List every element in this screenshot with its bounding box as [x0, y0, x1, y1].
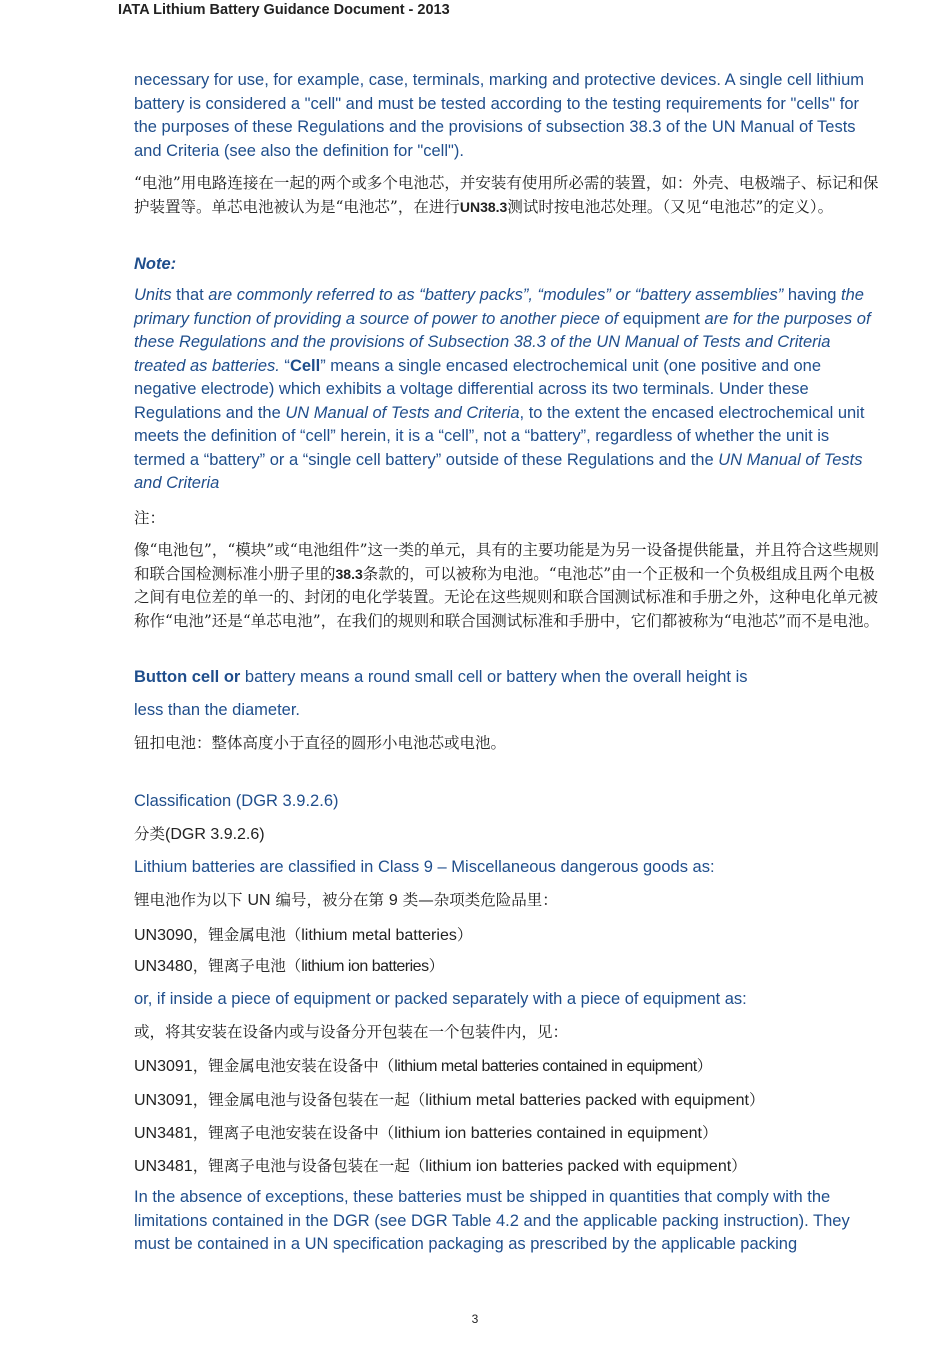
- note-run: are commonly referred to as “battery packs”, “modules” or “battery assemblies”: [208, 286, 784, 304]
- un-list-item: [134, 1055, 884, 1079]
- un-number: UN3480: [134, 958, 193, 975]
- un-list-item: [134, 1089, 884, 1113]
- un-number: UN3091: [134, 1092, 193, 1109]
- classification-intro: Lithium batteries are classified in Class 9 – Miscellaneous dangerous goods as:: [134, 858, 715, 876]
- cn-text: 类—杂项类危险品里：: [397, 891, 558, 909]
- classification-intro-cn: [134, 889, 884, 913]
- cn-text: ）: [701, 1124, 718, 1142]
- note-run: are for the purposes of these Regulations and the provisions of Subsection 38.3 of the UN Manual of Tests and Criteria treated as batteries.: [134, 309, 871, 375]
- note-paragraph-cn: [134, 539, 884, 633]
- note-run: UN Manual of Tests and Criteria: [285, 403, 520, 422]
- note-heading: Note:: [134, 255, 177, 273]
- cn-text: ，锂金属电池（: [192, 926, 302, 944]
- en-text: lithium ion batteries packed with equipment: [425, 1158, 732, 1175]
- un-number: UN3090: [134, 927, 193, 944]
- cn-text: ，锂金属电池安装在设备中（: [192, 1057, 395, 1075]
- note-run: Units: [134, 286, 172, 304]
- cn-text: “电池”用电路连接在一起的两个或多个电池芯，并安装有使用所必需的装置，如：外壳、电极端子、标记和保护装置等。单芯电池被认为是“电池芯”，在进行: [134, 174, 879, 216]
- cn-text: ，锂离子电池（: [192, 957, 302, 975]
- cn-text: ）: [696, 1057, 713, 1075]
- cn-text: ，锂离子电池与设备包装在一起（: [192, 1157, 426, 1175]
- un-number: UN3481: [134, 1125, 193, 1142]
- classification-heading-cn: [134, 823, 884, 847]
- en-text: lithium ion batteries contained in equipment: [394, 1125, 702, 1142]
- en-text: lithium metal batteries packed with equipment: [425, 1092, 749, 1109]
- un-list-item: [134, 924, 884, 948]
- cn-text: 条款的，可以被称为电池。“电池芯”由一个正极和一个负极组成且两个电极之间有电位差的单一的、封闭的电化学装置。无论在这些规则和联合国测试标准和手册之外，这种电化单元被称作“电池”还是“单芯电池”，在我们的规则和联合国测试标准和手册中，它们都被称为“电池芯”而不是电池。: [134, 564, 880, 630]
- equipment-intro-cn: 或，将其安装在设备内或与设备分开包装在一个包装件内，见：: [134, 1023, 569, 1041]
- cn-text: 编号，被分在第: [270, 891, 389, 909]
- cn-text: ）: [748, 1091, 765, 1109]
- dgr-ref: (DGR 3.9.2.6): [165, 826, 265, 843]
- cn-text: ，锂离子电池安装在设备中（: [192, 1124, 395, 1142]
- classification-heading: Classification (DGR 3.9.2.6): [134, 792, 339, 810]
- note-cell-term: Cell: [289, 356, 321, 375]
- un383-ref: UN38.3: [459, 198, 508, 215]
- button-cell-definition-cn: 钮扣电池：整体高度小于直径的圆形小电池芯或电池。: [134, 734, 507, 752]
- document-header: IATA Lithium Battery Guidance Document - 2013: [118, 2, 450, 18]
- cn-text: 测试时按电池芯处理。（又见“电池芯”的定义）。: [507, 197, 834, 216]
- section-ref: 38.3: [335, 565, 363, 582]
- un-number: UN3091: [134, 1058, 193, 1075]
- note-heading-cn: 注：: [134, 509, 166, 527]
- cn-text: ）: [428, 957, 445, 975]
- note-run: the primary function of providing a source of power to another piece of: [134, 286, 864, 328]
- exceptions-paragraph: In the absence of exceptions, these batteries must be shipped in quantities that comply with the limitations contained in the DGR (see DGR Table 4.2 and the applicable packing instruction). They must be contained in a UN specification packaging as prescribed by the applicable packing: [134, 1188, 850, 1253]
- en-text: lithium ion batteries: [301, 958, 429, 975]
- cn-text: ）: [456, 926, 473, 944]
- note-run: equipment: [618, 309, 705, 328]
- cn-text: ，锂金属电池与设备包装在一起（: [192, 1091, 426, 1109]
- cell-definition-paragraph-cn: [134, 172, 884, 219]
- cn-text: ）: [731, 1157, 747, 1175]
- class-number: 9: [388, 892, 398, 909]
- en-text: lithium metal batteries: [301, 927, 457, 944]
- en-text: lithium metal batteries contained in equipment: [394, 1058, 697, 1075]
- un-number: UN3481: [134, 1158, 193, 1175]
- button-cell-definition-line2: less than the diameter.: [134, 701, 301, 719]
- un-text: UN: [247, 892, 271, 909]
- cn-text: 像“电池包”，“模块”或“电池组件”这一类的单元，具有的主要功能是为另一设备提供能量，并且符合这些规则和联合国检测标准小册子里的: [134, 541, 880, 583]
- un-list-item: [134, 955, 884, 979]
- button-cell-term: Button cell or: [134, 668, 241, 686]
- un-list-item: [134, 1155, 884, 1179]
- note-paragraph: [134, 284, 884, 496]
- button-cell-definition: [134, 666, 884, 690]
- note-run: UN Manual of Tests and Criteria: [134, 450, 863, 492]
- note-run: “: [279, 356, 290, 375]
- note-run: having: [783, 286, 842, 304]
- page-number: 3: [471, 1312, 479, 1326]
- note-run: ” means a single encased electrochemical unit (one positive and one negative electrode) which exhibits a voltage differential across its two terminals. Under these Regulations and the: [134, 356, 821, 422]
- note-run: that: [171, 286, 209, 304]
- button-cell-text: battery means a round small cell or battery when the overall height is: [240, 668, 748, 686]
- cn-text: 分类: [134, 825, 166, 843]
- cn-text: 锂电池作为以下: [134, 891, 248, 909]
- cell-definition-paragraph: necessary for use, for example, case, terminals, marking and protective devices. A single cell lithium battery is considered a "cell" and must be tested according to the testing requirements for "cells" for the purposes of these Regulations and the provisions of subsection 38.3 of the UN Manual of Tests and Criteria (see also the definition for "cell").: [134, 71, 864, 160]
- note-run: , to the extent the encased electrochemical unit meets the definition of “cell” herein, it is a “cell”, not a “battery”, regardless of whether the unit is termed a “battery” or a “single cell battery” outside of these Regulations and the: [134, 403, 865, 469]
- equipment-intro: or, if inside a piece of equipment or packed separately with a piece of equipment as:: [134, 990, 747, 1008]
- un-list-item: [134, 1122, 884, 1146]
